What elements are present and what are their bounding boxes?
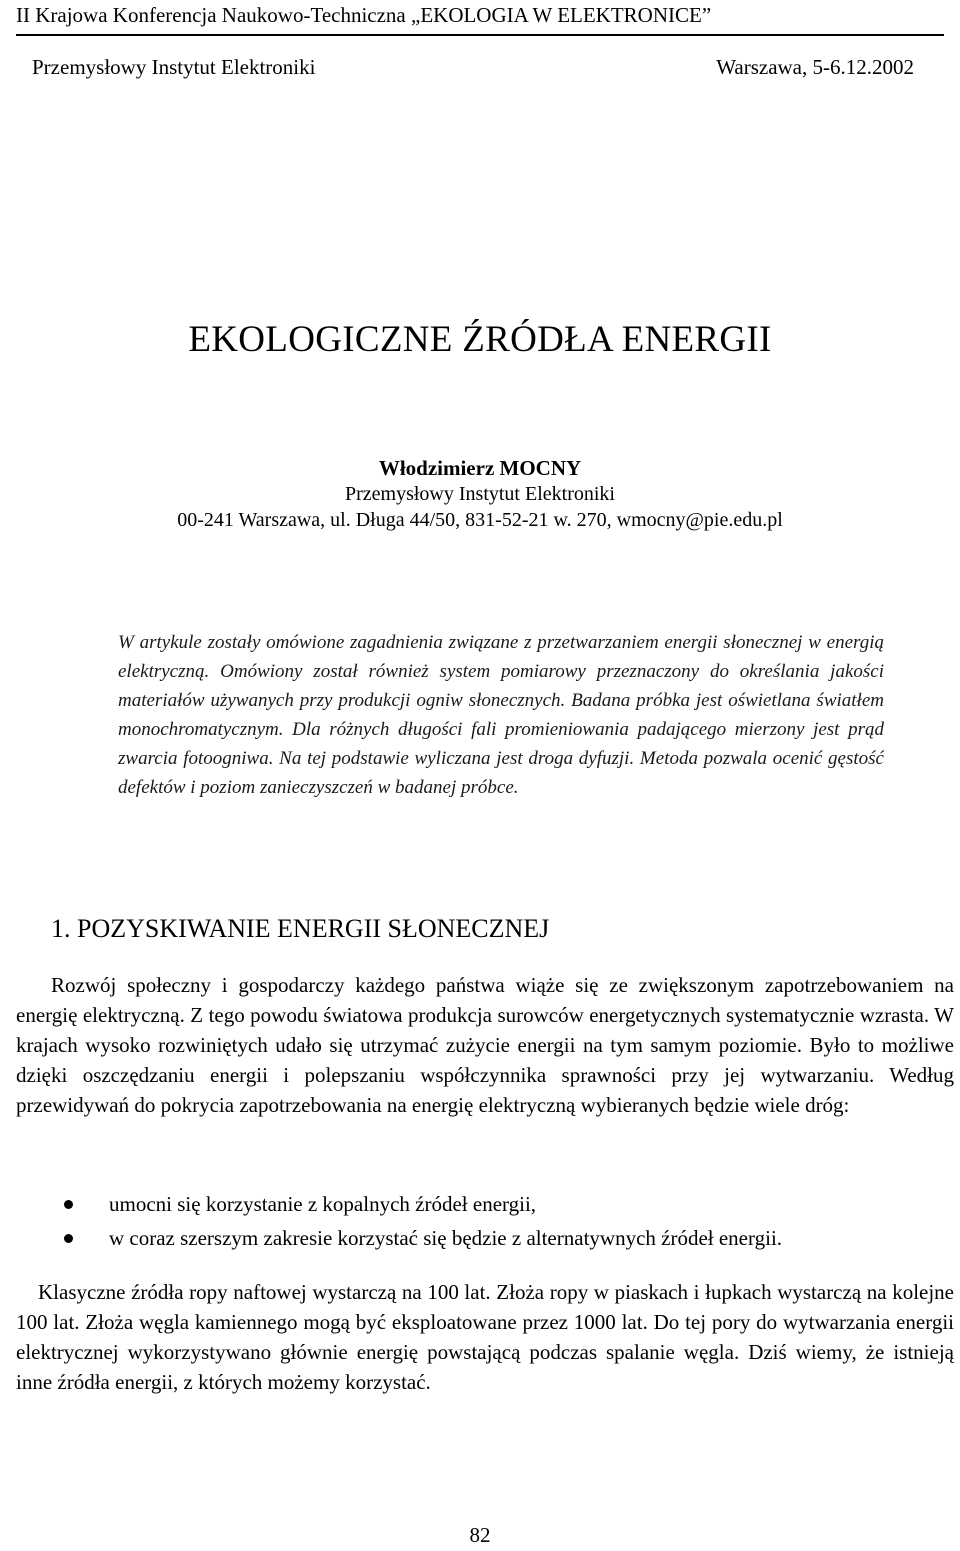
author-block <box>0 455 960 533</box>
running-header <box>16 0 944 80</box>
header-info-row <box>16 54 944 80</box>
page-number: 82 <box>469 1523 491 1547</box>
paragraph-text: Rozwój społeczny i gospodarczy każdego państwa wiąże się ze zwiększonym zapotrzebowaniem na energię elektryczną. Z tego powodu światowa produkcja surowców energetycznych systematycznie wzrasta. W krajach wysoko rozwiniętych udało się utrzymać zużycie energii na tym samym poziomie. Było to możliwe dzięki oszczędzaniu energii i polepszaniu współczynnika sprawności przy jej wytwarzaniu. Według przewidywań do pokrycia zapotrzebowania na energię elektryczną wybieranych będzie wiele dróg: <box>16 973 954 1117</box>
header-location-date: Warszawa, 5-6.12.2002 <box>716 55 914 79</box>
body-paragraph: Klasyczne źródła ropy naftowej wystarczą na 100 lat. Złoża ropy w piaskach i łupkach wystarczą na kolejne 100 lat. Złoża węgla kamiennego mogą być eksploatowane przez 1000 lat. Do tej pory do wytwarzania energii elektrycznej wykorzystywano głównie energię powstającą podczas spalanie węgla. Dziś wiemy, że istnieją inne źródła energii, z których możemy korzystać. <box>16 1280 954 1394</box>
list-item-text: w coraz szerszym zakresie korzystać się będzie z alternatywnych źródeł energii. <box>109 1226 783 1250</box>
list-item-text: umocni się korzystanie z kopalnych źródeł energii, <box>109 1192 537 1216</box>
abstract: W artykule zostały omówione zagadnienia związane z przetwarzaniem energii słonecznej w energią elektryczną. Omówiony został również system pomiarowy przeznaczony do określania jakości materiałów używanych przy produkcji ogniw słonecznych. Badana próbka jest oświetlana światłem monochromatycznym. Dla różnych długości fali promieniowania padającego mierzony jest prąd zwarcia fotoogniwa. Na tej podstawie wyliczana jest droga dyfuzji. Metoda pozwala ocenić gęstość defektów i poziom zanieczyszczeń w badanej próbce. <box>118 632 884 798</box>
list-item <box>16 1221 954 1255</box>
author-affiliation: Przemysłowy Instytut Elektroniki <box>345 483 615 505</box>
bullet-icon <box>64 1200 73 1209</box>
paper-title: EKOLOGICZNE ŹRÓDŁA ENERGII <box>188 319 772 360</box>
author-address: 00-241 Warszawa, ul. Długa 44/50, 831-52-21 w. 270, wmocny@pie.edu.pl <box>177 509 783 531</box>
header-institute: Przemysłowy Instytut Elektroniki <box>32 55 316 79</box>
author-name: Włodzimierz MOCNY <box>378 456 582 480</box>
bullet-list <box>16 1187 954 1255</box>
list-item <box>16 1187 954 1221</box>
body-paragraph <box>16 970 954 1120</box>
conference-name: II Krajowa Konferencja Naukowo-Techniczna „EKOLOGIA W ELEKTRONICE” <box>16 3 712 27</box>
bullet-icon <box>64 1234 73 1243</box>
section-heading: 1. POZYSKIWANIE ENERGII SŁONECZNEJ <box>51 914 550 943</box>
header-divider <box>16 34 944 36</box>
